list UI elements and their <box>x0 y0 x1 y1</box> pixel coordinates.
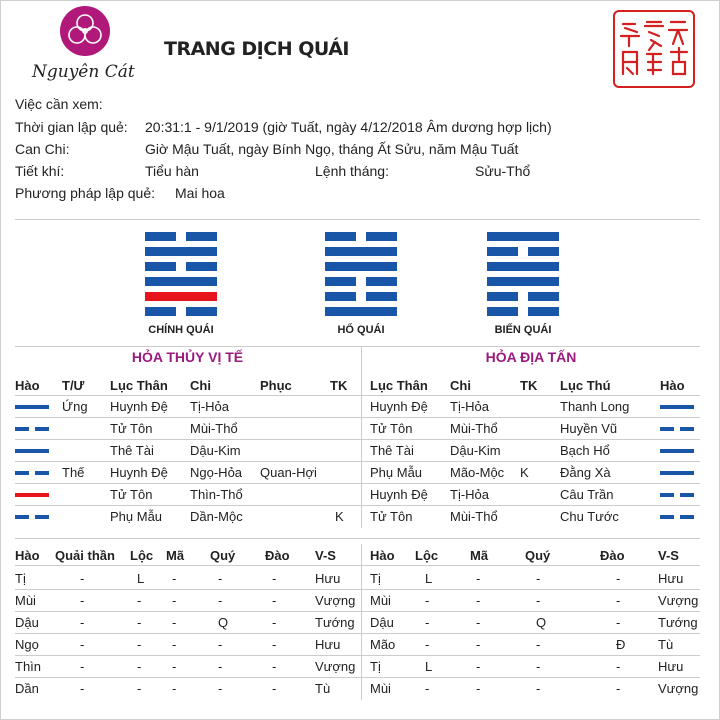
hexagram-line-yang <box>487 232 559 241</box>
cell-r-chi: Tị-Hỏa <box>450 399 490 414</box>
seal-stamp-icon <box>613 10 695 88</box>
label-can-chi: Can Chi: <box>15 141 70 157</box>
cell2-quy: - <box>218 681 223 696</box>
cell-chi: Thìn-Thổ <box>190 487 243 502</box>
header2-right-ma: Mã <box>470 548 489 563</box>
cell2-r-dao: - <box>616 593 621 608</box>
cell2-r-vs: Hưu <box>658 571 684 586</box>
hao-mark-yin <box>15 471 29 475</box>
hexagram-line-yin <box>487 247 518 256</box>
cell2-vs: Hưu <box>315 637 341 652</box>
cell2-hao: Tị <box>15 571 26 586</box>
hexagram-line-yin <box>325 292 356 301</box>
right-hao-mark-yin <box>680 515 694 519</box>
value-tiet-khi: Tiểu hàn <box>145 163 199 179</box>
brand-name: Nguyên Cát <box>32 62 135 82</box>
table1-column-divider <box>361 346 362 528</box>
cell-luc-than: Tử Tôn <box>110 421 153 436</box>
divider <box>15 538 700 539</box>
cell2-r-quy: - <box>536 659 541 674</box>
cell2-r-vs: Vượng <box>658 593 699 608</box>
hao-mark-yang <box>15 449 49 453</box>
cell2-r-ma: - <box>476 681 481 696</box>
cell2-r-dao: Đ <box>616 637 626 652</box>
cell2-vs: Hưu <box>315 571 341 586</box>
value-thoi-gian: 20:31:1 - 9/1/2019 (giờ Tuất, ngày 4/12/2018 Âm dương hợp lịch) <box>145 119 552 135</box>
cell2-vs: Vượng <box>315 659 356 674</box>
hexagram-line-yin <box>186 307 217 316</box>
cell-r-luc-than: Huynh Đệ <box>370 399 428 414</box>
cell2-r-quy: Q <box>536 615 547 630</box>
cell2-quai-than: - <box>80 681 85 696</box>
hao-mark-yin <box>35 471 49 475</box>
header2-right-hao: Hào <box>370 548 395 563</box>
divider <box>15 677 700 678</box>
cell2-r-hao: Mùi <box>370 593 391 608</box>
cell2-ma: - <box>172 593 177 608</box>
cell2-r-vs: Tù <box>658 637 674 652</box>
cell2-r-hao: Mão <box>370 637 396 652</box>
cell2-quy: - <box>218 571 223 586</box>
divider <box>15 611 700 612</box>
cell-r-chi: Dậu-Kim <box>450 443 501 458</box>
hexagram-line-yin <box>325 277 356 286</box>
cell2-loc: - <box>137 593 142 608</box>
cell2-r-ma: - <box>476 637 481 652</box>
cell2-dao: - <box>272 637 277 652</box>
hao-mark-yin <box>15 427 29 431</box>
cell2-dao: - <box>272 615 277 630</box>
header2-loc: Lộc <box>130 548 154 563</box>
cell-tu: Ứng <box>62 399 88 414</box>
cell2-r-ma: - <box>476 659 481 674</box>
cell2-r-quy: - <box>536 681 541 696</box>
cell2-dao: - <box>272 571 277 586</box>
label-tiet-khi: Tiết khí: <box>15 163 65 179</box>
cell-r-luc-thu: Huyền Vũ <box>560 421 618 436</box>
hexagram-line-yin <box>366 232 397 241</box>
hexagram-line-yang <box>145 277 217 286</box>
hao-mark-yin <box>35 427 49 431</box>
cell-tu: Thế <box>62 465 85 480</box>
header2-ma: Mã <box>166 548 185 563</box>
header-right-luc-than: Lục Thân <box>370 378 428 393</box>
header-right-tk: TK <box>520 378 538 393</box>
cell2-vs: Vượng <box>315 593 356 608</box>
cell-r-luc-thu: Câu Trần <box>560 487 614 502</box>
hexagram-line-yin <box>145 262 176 271</box>
cell2-quy: - <box>218 593 223 608</box>
cell2-r-hao: Tị <box>370 659 381 674</box>
page-title: TRANG DỊCH QUÁI <box>164 38 349 60</box>
cell2-r-vs: Tướng <box>658 615 698 630</box>
header2-quy: Quý <box>210 548 236 563</box>
divider <box>15 483 700 484</box>
cell2-r-ma: - <box>476 571 481 586</box>
cell2-r-quy: - <box>536 637 541 652</box>
divider <box>15 461 700 462</box>
hexagram-line-yin <box>528 247 559 256</box>
hao-mark-yang <box>15 405 49 409</box>
cell-chi: Tị-Hỏa <box>190 399 230 414</box>
cell2-vs: Tướng <box>315 615 355 630</box>
cell2-r-loc: L <box>425 659 433 674</box>
right-hao-mark-yang <box>660 449 694 453</box>
cell2-vs: Tù <box>315 681 331 696</box>
header-right-luc-thu: Lục Thú <box>560 378 611 393</box>
cell-r-luc-thu: Đằng Xà <box>560 465 611 480</box>
cell2-r-loc: - <box>425 681 430 696</box>
cell2-r-vs: Vượng <box>658 681 699 696</box>
cell2-loc: - <box>137 659 142 674</box>
cell2-r-quy: - <box>536 571 541 586</box>
header-hao: Hào <box>15 378 40 393</box>
cell-r-luc-thu: Chu Tước <box>560 509 619 524</box>
value-can-chi: Giờ Mậu Tuất, ngày Bính Ngọ, tháng Ất Sửu, năm Mậu Tuất <box>145 141 519 157</box>
cell2-dao: - <box>272 593 277 608</box>
cell2-r-vs: Hưu <box>658 659 684 674</box>
cell2-r-ma: - <box>476 593 481 608</box>
cell-r-luc-than: Thê Tài <box>370 443 414 458</box>
cell2-ma: - <box>172 637 177 652</box>
cell-luc-than: Huynh Đệ <box>110 465 168 480</box>
cell2-hao: Mùi <box>15 593 36 608</box>
cell-r-luc-than: Phụ Mẫu <box>370 465 423 480</box>
header-tk: TK <box>330 378 348 393</box>
header2-right-quy: Quý <box>525 548 551 563</box>
cell2-ma: - <box>172 615 177 630</box>
header2-right-vs: V-S <box>658 548 679 563</box>
divider <box>15 346 700 347</box>
cell2-r-dao: - <box>616 659 621 674</box>
hexagram-line-yin <box>145 307 176 316</box>
cell2-hao: Thìn <box>15 659 42 674</box>
cell2-hao: Dần <box>15 681 39 696</box>
header-chi: Chi <box>190 378 211 393</box>
cell-chi: Dần-Mộc <box>190 509 243 524</box>
divider <box>15 655 700 656</box>
header-phuc: Phục <box>260 378 292 393</box>
right-hao-mark-yin <box>660 515 674 519</box>
cell2-loc: L <box>137 571 145 586</box>
header2-right-loc: Lộc <box>415 548 439 563</box>
cell2-ma: - <box>172 571 177 586</box>
label-thoi-gian: Thời gian lập quẻ: <box>15 119 128 135</box>
hexagram-line-yang <box>487 262 559 271</box>
cell-r-chi: Mão-Mộc <box>450 465 505 480</box>
cell2-r-loc: - <box>425 593 430 608</box>
hexagram-label: BIẾN QUÁI <box>494 324 552 336</box>
hao-mark-yin <box>15 515 29 519</box>
cell2-r-hao: Mùi <box>370 681 391 696</box>
cell-r-chi: Tị-Hỏa <box>450 487 490 502</box>
cell2-r-hao: Tị <box>370 571 381 586</box>
label-lenh-thang: Lệnh tháng: <box>315 163 389 179</box>
hexagram-label: CHÍNH QUÁI <box>148 324 214 336</box>
hexagram-line-yang <box>325 307 397 316</box>
cell2-quy: - <box>218 659 223 674</box>
cell2-hao: Dậu <box>15 615 39 630</box>
right-hexagram-name: HỎA ĐỊA TẤN <box>485 349 577 365</box>
right-hao-mark-yang <box>660 405 694 409</box>
right-hao-mark-yin <box>660 427 674 431</box>
cell2-r-ma: - <box>476 615 481 630</box>
divider <box>15 589 700 590</box>
cell2-quy: Q <box>218 615 229 630</box>
divider <box>15 565 700 566</box>
hexagram-line-yang <box>145 247 217 256</box>
hexagram-line-yang <box>325 247 397 256</box>
divider <box>15 395 700 396</box>
cell2-quai-than: - <box>80 593 85 608</box>
header2-hao: Hào <box>15 548 40 563</box>
hexagram-label: HỔ QUÁI <box>337 324 385 336</box>
header-tu: T/Ư <box>62 378 85 393</box>
hexagram-line-yin <box>186 232 217 241</box>
hexagram-line-yin <box>366 277 397 286</box>
cell2-r-loc: - <box>425 615 430 630</box>
hexagram-line-yin <box>145 232 176 241</box>
cell-r-luc-thu: Bạch Hổ <box>560 443 610 458</box>
value-lenh-thang: Sửu-Thổ <box>475 163 531 179</box>
cell2-loc: - <box>137 615 142 630</box>
cell-r-luc-than: Huynh Đệ <box>370 487 428 502</box>
hao-mark-moving <box>15 493 49 497</box>
label-viec-can-xem: Việc cần xem: <box>15 96 103 112</box>
hexagram-line-yin <box>366 292 397 301</box>
cell-luc-than: Tử Tôn <box>110 487 153 502</box>
cell2-loc: - <box>137 637 142 652</box>
header-luc-than: Lục Thân <box>110 378 168 393</box>
cell-luc-than: Thê Tài <box>110 443 154 458</box>
divider <box>15 633 700 634</box>
cell2-ma: - <box>172 659 177 674</box>
header-right-chi: Chi <box>450 378 471 393</box>
cell-r-luc-thu: Thanh Long <box>560 399 630 414</box>
cell2-r-hao: Dậu <box>370 615 394 630</box>
cell2-dao: - <box>272 681 277 696</box>
cell2-r-dao: - <box>616 571 621 586</box>
cell-luc-than: Huynh Đệ <box>110 399 168 414</box>
cell2-quy: - <box>218 637 223 652</box>
cell-r-chi: Mùi-Thổ <box>450 509 498 524</box>
cell2-quai-than: - <box>80 659 85 674</box>
cell2-r-dao: - <box>616 681 621 696</box>
divider <box>15 417 700 418</box>
cell2-r-dao: - <box>616 615 621 630</box>
divider <box>15 439 700 440</box>
cell2-hao: Ngọ <box>15 637 39 652</box>
brand-logo <box>30 6 140 88</box>
cell-r-luc-than: Tử Tôn <box>370 421 413 436</box>
header-right-hao: Hào <box>660 378 685 393</box>
cell2-quai-than: - <box>80 637 85 652</box>
cell-luc-than: Phụ Mẫu <box>110 509 163 524</box>
hexagram-line-yin <box>325 232 356 241</box>
cell-r-chi: Mùi-Thổ <box>450 421 498 436</box>
header2-quai-than: Quải thần <box>55 548 115 563</box>
right-hao-mark-yin <box>680 427 694 431</box>
cell-chi: Dậu-Kim <box>190 443 241 458</box>
cell-chi: Ngọ-Hỏa <box>190 465 243 480</box>
divider <box>15 219 700 220</box>
cell2-ma: - <box>172 681 177 696</box>
cell-r-tk: K <box>520 465 529 480</box>
value-phuong-phap: Mai hoa <box>175 185 225 201</box>
hexagram-line-yang <box>487 277 559 286</box>
cell-tk: K <box>335 509 344 524</box>
header2-dao: Đào <box>265 548 290 563</box>
hexagram-line-yin <box>487 307 518 316</box>
cell-phuc: Quan-Hợi <box>260 465 317 480</box>
cell2-quai-than: - <box>80 615 85 630</box>
cell2-r-loc: L <box>425 571 433 586</box>
hexagram-line-yang <box>325 262 397 271</box>
cell-chi: Mùi-Thổ <box>190 421 238 436</box>
hexagram-line-yin <box>528 292 559 301</box>
divider <box>15 505 700 506</box>
cell2-r-loc: - <box>425 637 430 652</box>
hao-mark-yin <box>35 515 49 519</box>
cell2-dao: - <box>272 659 277 674</box>
right-hao-mark-yin <box>660 493 674 497</box>
right-hao-mark-yang <box>660 471 694 475</box>
cell-r-luc-than: Tử Tôn <box>370 509 413 524</box>
hexagram-line-yin <box>528 307 559 316</box>
left-hexagram-name: HỎA THỦY VỊ TẾ <box>131 349 244 365</box>
right-hao-mark-yin <box>680 493 694 497</box>
cell2-quai-than: - <box>80 571 85 586</box>
hexagram-line-yin <box>186 262 217 271</box>
hexagram-line-moving <box>145 292 217 301</box>
label-phuong-phap: Phương pháp lập quẻ: <box>15 185 155 201</box>
header2-vs: V-S <box>315 548 336 563</box>
cell2-loc: - <box>137 681 142 696</box>
hexagram-line-yin <box>487 292 518 301</box>
header2-right-dao: Đào <box>600 548 625 563</box>
logo-flower-icon <box>60 6 110 56</box>
cell2-r-quy: - <box>536 593 541 608</box>
